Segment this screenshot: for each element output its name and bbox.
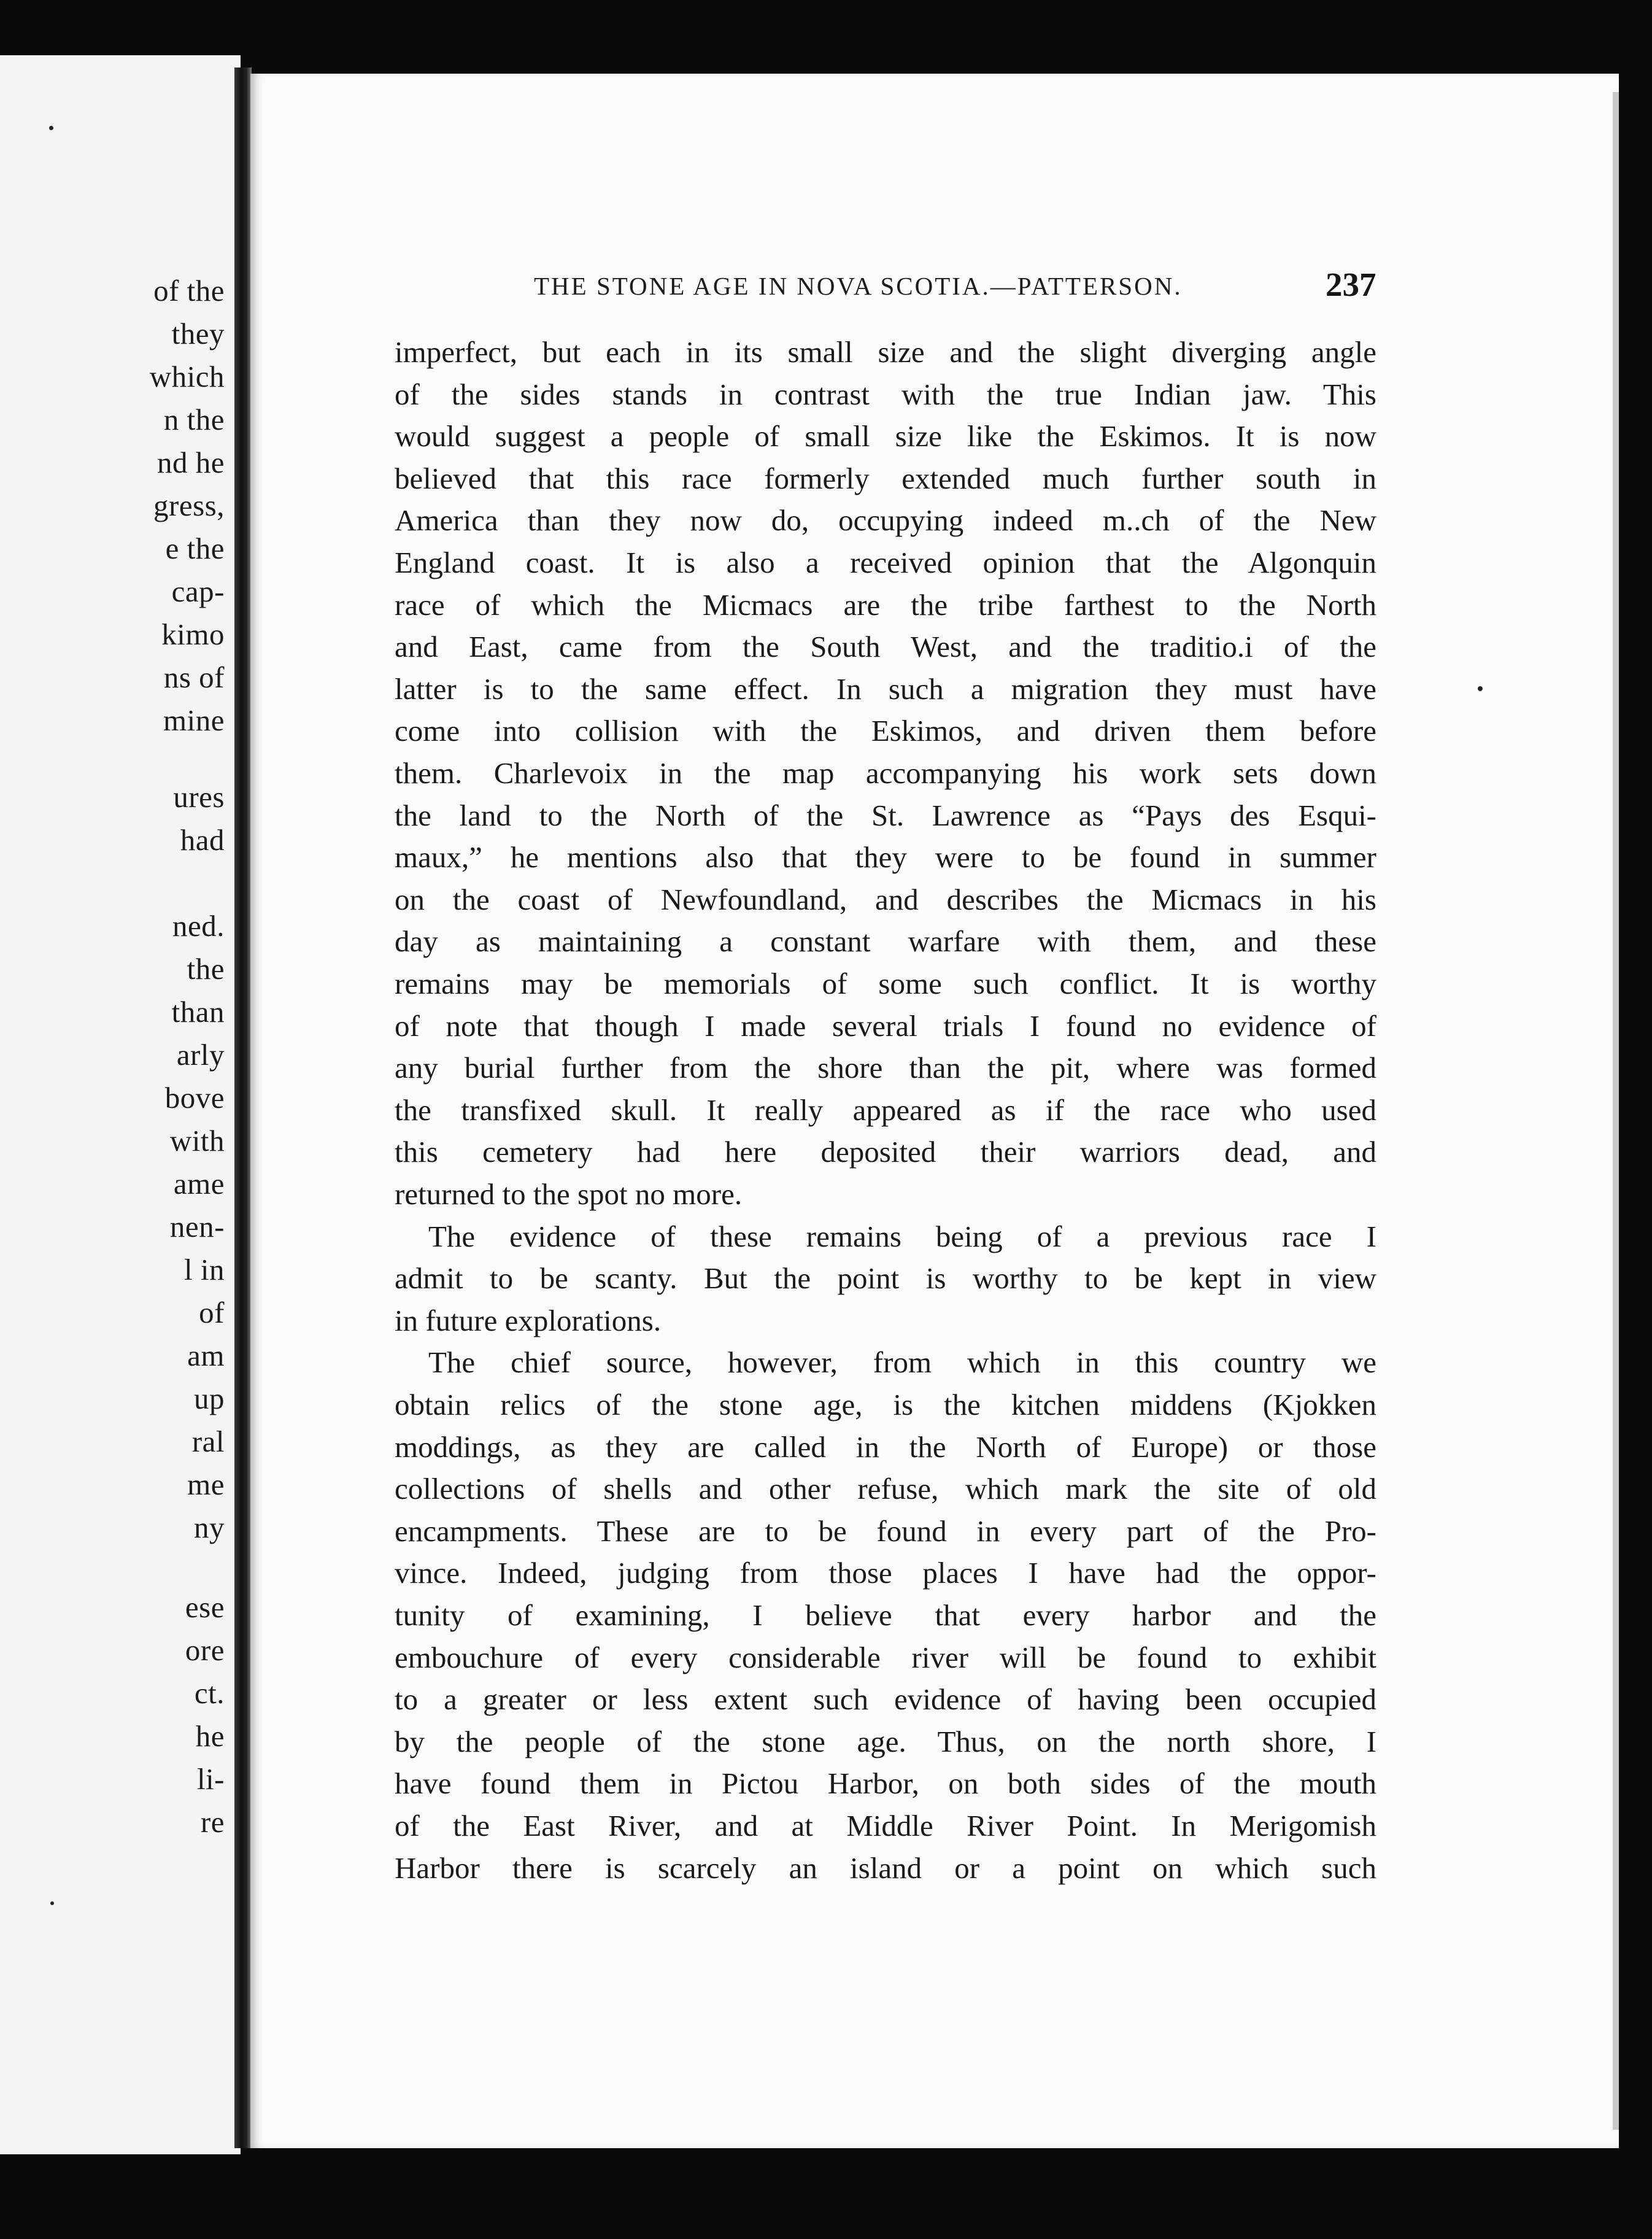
left-page-fragment: the xyxy=(187,952,225,986)
left-page-fragment: had xyxy=(180,823,225,857)
left-page-fragment: of the xyxy=(153,274,225,307)
text-line: Harbor there is scarcely an island or a point on which such xyxy=(395,1850,1376,1885)
left-page-fragment: arly xyxy=(176,1038,225,1072)
page-number: 237 xyxy=(1326,266,1376,303)
dust-speck xyxy=(49,126,53,130)
text-line: on the coast of Newfoundland, and describes the Micmacs in his xyxy=(395,882,1376,916)
left-page-fragment: ct. xyxy=(194,1676,225,1710)
text-line: collections of shells and other refuse, which mark the site of old xyxy=(395,1472,1376,1506)
left-page-fragment: e the xyxy=(165,532,225,565)
text-line: believed that this race formerly extended much further south in xyxy=(395,461,1376,495)
left-page-fragment: mine xyxy=(163,703,225,737)
text-line: The evidence of these remains being of a previous race I xyxy=(428,1219,1376,1253)
left-page-fragment: ned. xyxy=(172,909,225,943)
text-line: tunity of examining, I believe that every harbor and the xyxy=(395,1598,1376,1632)
left-page-fragment: than xyxy=(171,995,225,1029)
text-line: obtain relics of the stone age, is the kitchen middens (Kjokken xyxy=(395,1388,1376,1421)
left-page-fragment: ral xyxy=(191,1425,225,1458)
text-line: England coast. It is also a received opinion that the Algonquin xyxy=(395,546,1376,579)
text-line: by the people of the stone age. Thus, on the north shore, I xyxy=(395,1724,1376,1758)
left-page-fragment: kimo xyxy=(161,617,225,651)
left-page-fragment: gress, xyxy=(153,489,225,522)
text-line: admit to be scanty. But the point is worthy to be kept in view xyxy=(395,1261,1376,1296)
text-line: returned to the spot no more. xyxy=(395,1177,743,1211)
text-line: maux,” he mentions also that they were to be found in summer xyxy=(395,840,1376,875)
text-line: America than they now do, occupying indeed m..ch of the New xyxy=(395,503,1376,538)
text-line: of note that though I made several trials I found no evidence of xyxy=(395,1008,1376,1043)
left-page-fragment: ures xyxy=(173,780,225,814)
text-line: encampments. These are to be found in every part of the Pro- xyxy=(395,1514,1376,1548)
left-page-fragment: ns of xyxy=(163,660,225,694)
text-line: day as maintaining a constant warfare with them, and these xyxy=(395,924,1376,959)
text-line: imperfect, but each in its small size and the slight diverging angle xyxy=(395,335,1376,369)
text-line: and East, came from the South West, and the traditio.i of the xyxy=(395,630,1376,664)
left-page-fragment: ame xyxy=(173,1167,225,1201)
text-line: this cemetery had here deposited their warriors dead, and xyxy=(395,1135,1376,1169)
text-line: remains may be memorials of some such conflict. It is worthy xyxy=(395,967,1376,1000)
left-page-fragment: with xyxy=(169,1124,225,1158)
left-page-fragment: he xyxy=(195,1719,225,1753)
text-line: embouchure of every considerable river will be found to exhibit xyxy=(395,1640,1376,1674)
text-line: The chief source, however, from which in this country we xyxy=(428,1345,1376,1380)
left-page-fragment: ore xyxy=(185,1633,225,1667)
text-line: in future explorations. xyxy=(395,1303,662,1337)
left-page xyxy=(0,55,241,2154)
text-line: latter is to the same effect. In such a migration they must have xyxy=(395,671,1376,706)
left-page-fragment: of xyxy=(199,1296,225,1329)
left-page-fragment: n the xyxy=(163,403,225,436)
text-line: vince. Indeed, judging from those places I have had the oppor- xyxy=(395,1556,1376,1590)
left-page-fragment: ese xyxy=(185,1590,225,1624)
left-page-fragment: which xyxy=(149,360,225,393)
text-line: them. Charlevoix in the map accompanying his work sets down xyxy=(395,756,1376,790)
text-line: to a greater or less extent such evidence of having been occupied xyxy=(395,1682,1376,1717)
running-head: THE STONE AGE IN NOVA SCOTIA.—PATTERSON. xyxy=(534,272,1183,300)
dust-speck xyxy=(1478,686,1483,691)
left-page-fragment: li- xyxy=(196,1762,225,1796)
text-line: the land to the North of the St. Lawrence as “Pays des Esqui- xyxy=(395,798,1376,832)
left-page-fragment: they xyxy=(171,317,225,350)
text-line: of the East River, and at Middle River Point. In Merigomish xyxy=(395,1809,1376,1843)
page-edge xyxy=(1613,92,1619,2130)
left-page-fragment: me xyxy=(187,1468,225,1501)
left-page-fragment: am xyxy=(187,1339,225,1372)
text-line: the transfixed skull. It really appeared as if the race who used xyxy=(395,1092,1376,1127)
left-page-fragment: ny xyxy=(194,1510,225,1544)
left-page-fragment: bove xyxy=(164,1081,225,1115)
book-spine xyxy=(234,68,252,2148)
text-line: would suggest a people of small size like the Eskimos. It is now xyxy=(395,419,1376,454)
left-page-fragment: nd he xyxy=(157,446,225,479)
text-line: come into collision with the Eskimos, and driven them before xyxy=(395,714,1376,748)
text-line: of the sides stands in contrast with the true Indian jaw. This xyxy=(395,377,1376,411)
text-line: race of which the Micmacs are the tribe farthest to the North xyxy=(395,587,1376,622)
left-page-fragment: cap- xyxy=(171,574,225,608)
text-line: moddings, as they are called in the North of Europe) or those xyxy=(395,1429,1376,1464)
left-page-fragment: l in xyxy=(184,1253,225,1286)
dust-speck xyxy=(50,1901,54,1905)
left-page-fragment: nen- xyxy=(169,1210,225,1243)
text-line: have found them in Pictou Harbor, on both sides of the mouth xyxy=(395,1766,1376,1801)
left-page-fragment: up xyxy=(194,1382,225,1415)
text-line: any burial further from the shore than the pit, where was formed xyxy=(395,1051,1376,1085)
left-page-fragment: re xyxy=(200,1805,225,1839)
